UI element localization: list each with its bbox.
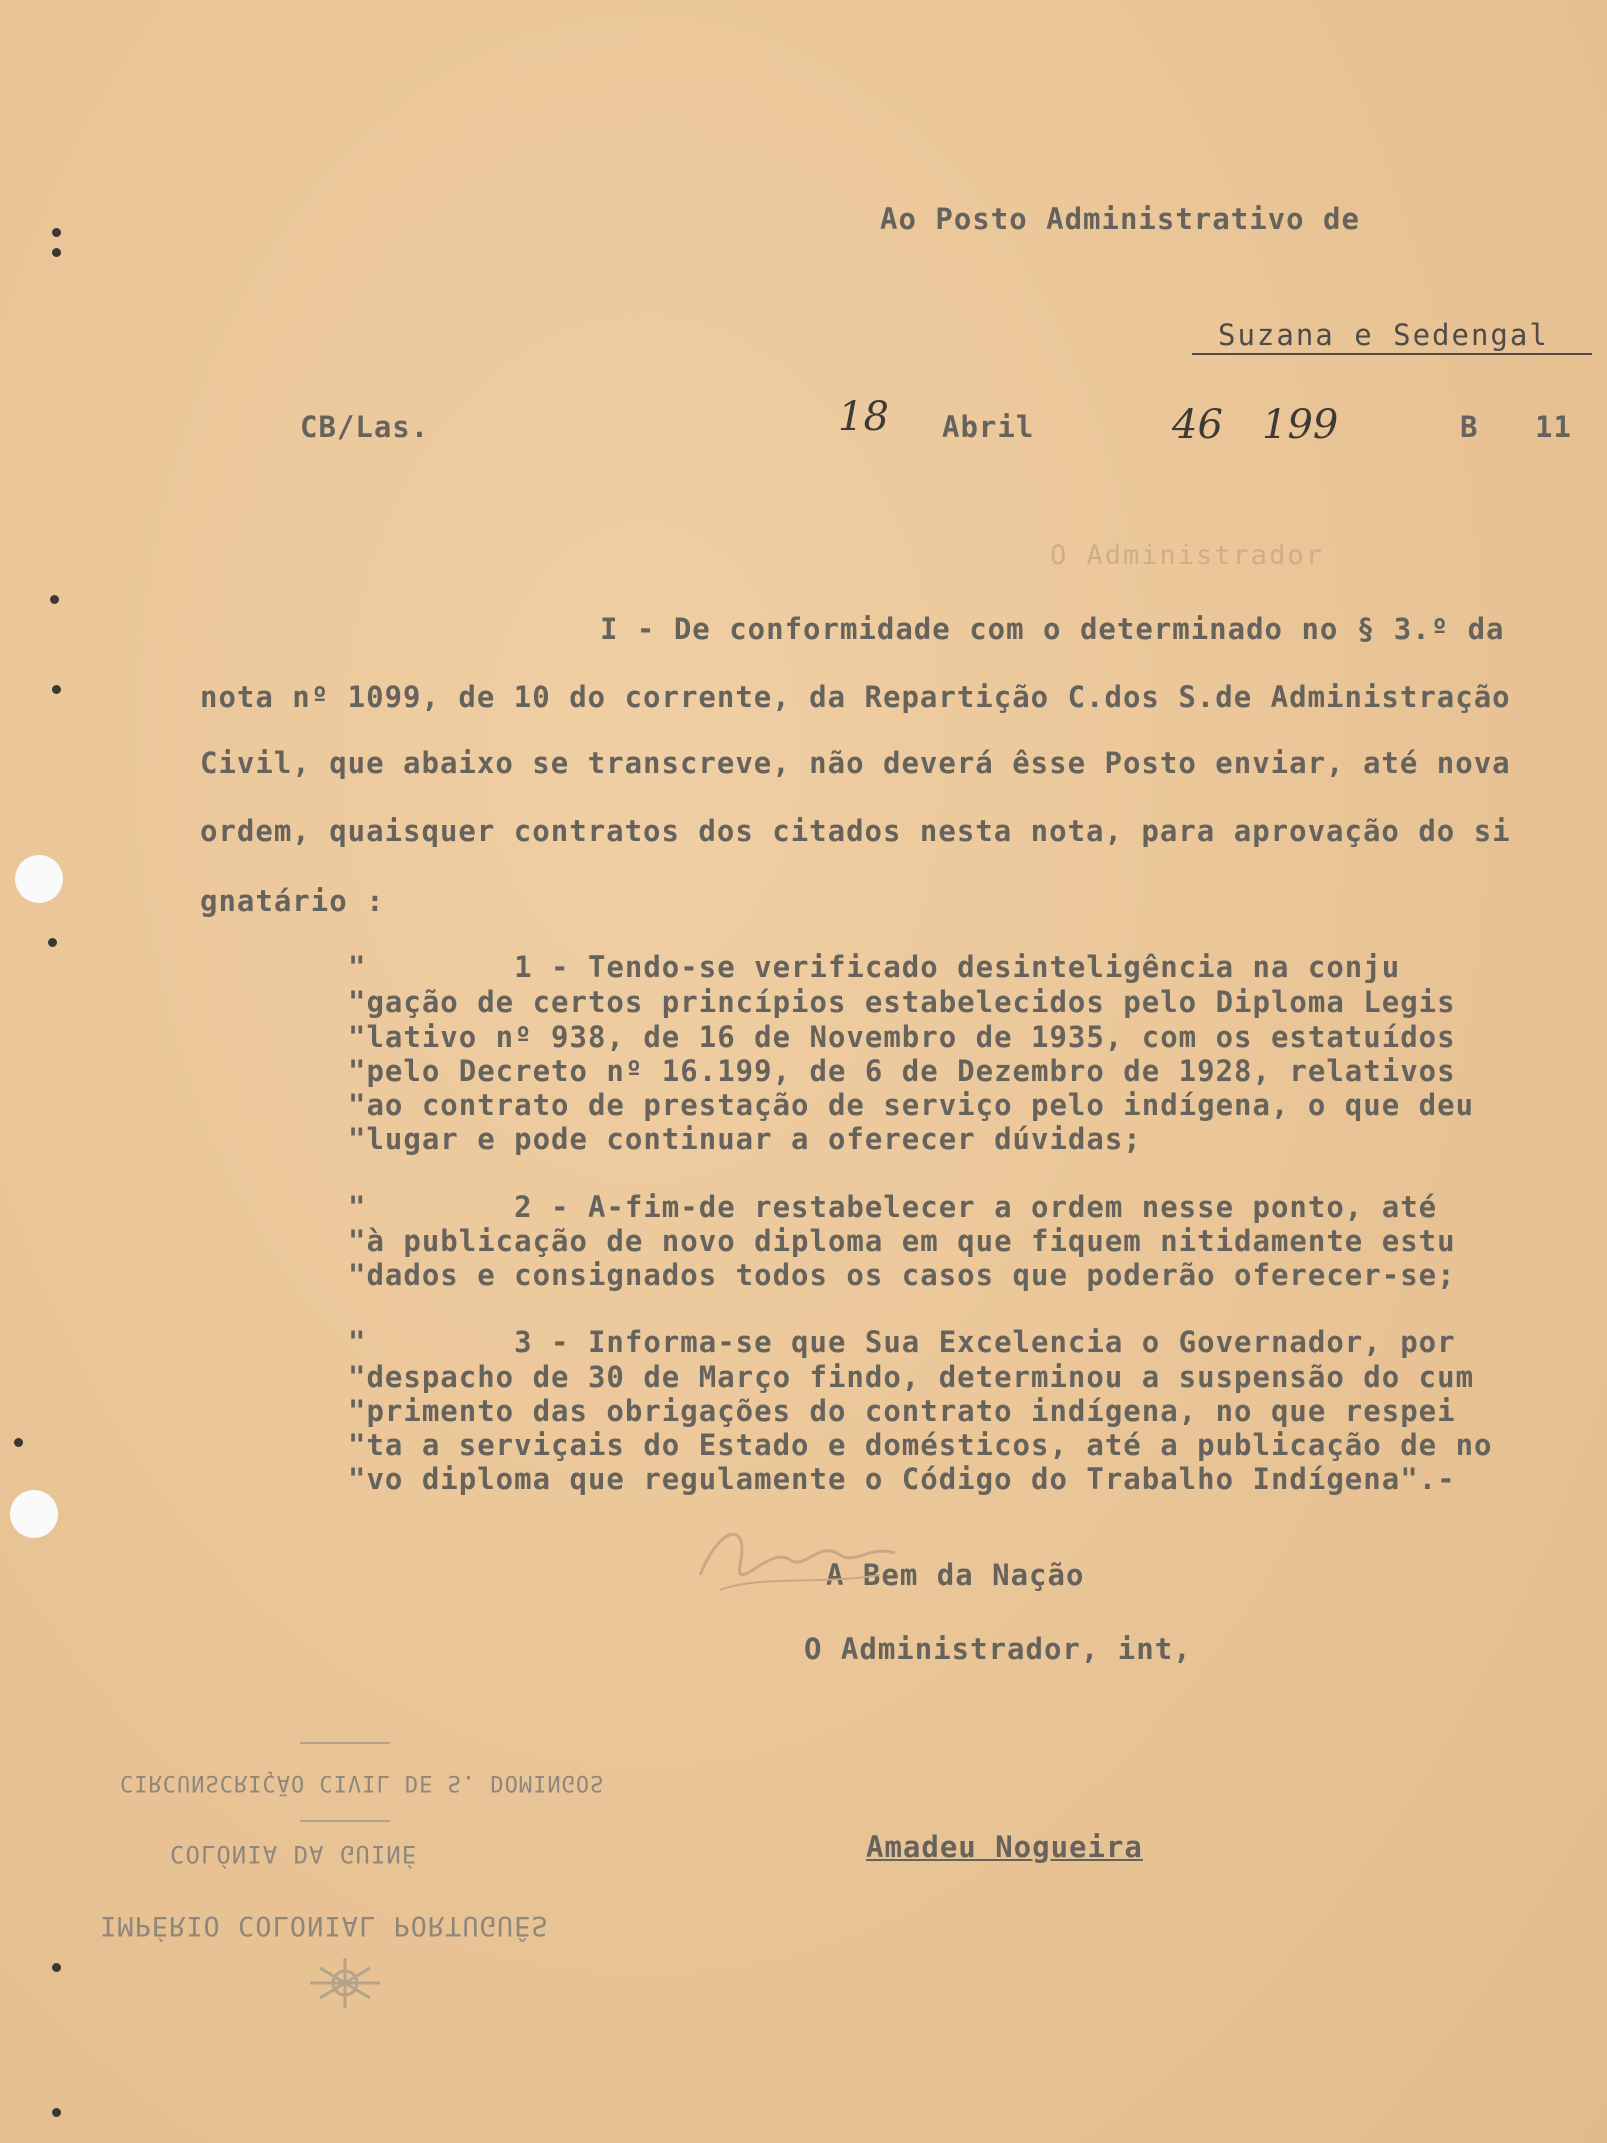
bleed-through-text: O Administrador	[1050, 540, 1324, 571]
body-line-4: ordem, quaisquer contratos dos citados nesta nota, para aprovação do si	[200, 814, 1511, 848]
reference-series: B	[1460, 410, 1479, 444]
handwritten-day: 18	[838, 394, 889, 440]
handwritten-year: 46	[1172, 402, 1223, 448]
addressee-place: Suzana e Sedengal	[1218, 318, 1549, 352]
stamp-line-3: IMPÉRIO COLONIAL PORTUGUÊS	[100, 1910, 549, 1941]
edge-mark	[52, 228, 61, 237]
quote-item-2-line-3: "dados e consignados todos os casos que poderão oferecer-se;	[348, 1258, 1456, 1292]
stamp-rule-top	[300, 1742, 390, 1744]
reference-code: CB/Las.	[300, 410, 430, 444]
quote-item-1-line-4: "pelo Decreto nº 16.199, de 6 de Dezembro de 1928, relativos	[348, 1054, 1456, 1088]
punch-hole-bottom	[10, 1490, 58, 1538]
stamp	[100, 1715, 620, 2035]
edge-mark	[50, 595, 59, 604]
body-line-5: gnatário :	[200, 884, 385, 918]
reference-page: 11	[1535, 410, 1572, 444]
handwritten-number: 199	[1262, 402, 1339, 448]
body-line-3: Civil, que abaixo se transcreve, não deverá êsse Posto enviar, até nova	[200, 746, 1511, 780]
quote-item-3-line-1: " 3 - Informa-se que Sua Excelencia o Governador, por	[348, 1325, 1456, 1359]
month: Abril	[942, 410, 1035, 444]
edge-mark	[52, 1963, 61, 1972]
quote-item-1-line-6: "lugar e pode continuar a oferecer dúvidas;	[348, 1122, 1142, 1156]
stamp-rule-mid	[300, 1820, 390, 1822]
quote-item-3-line-2: "despacho de 30 de Março findo, determinou a suspensão do cum	[348, 1360, 1475, 1394]
closing-salutation: A Bem da Nação	[826, 1558, 1085, 1592]
addressee-underline	[1192, 353, 1592, 355]
quote-item-2-line-2: "à publicação de novo diploma em que fiquem nitidamente estu	[348, 1224, 1456, 1258]
signatory-title: O Administrador, int,	[804, 1632, 1192, 1666]
quote-item-1-line-2: "gação de certos princípios estabelecidos pelo Diploma Legis	[348, 985, 1456, 1019]
edge-mark	[48, 938, 57, 947]
quote-item-1-line-1: " 1 - Tendo-se verificado desinteligência na conju	[348, 950, 1401, 984]
stamp-emblem	[300, 1953, 390, 2013]
handwritten-signature	[680, 1505, 940, 1615]
body-line-1: I - De conformidade com o determinado no § 3.º da	[600, 612, 1505, 646]
quote-item-1-line-5: "ao contrato de prestação de serviço pelo indígena, o que deu	[348, 1088, 1475, 1122]
quote-item-3-line-4: "ta a serviçais do Estado e domésticos, até a publicação de no	[348, 1428, 1493, 1462]
quote-item-1-line-3: "lativo nº 938, de 16 de Novembro de 1935, com os estatuídos	[348, 1020, 1456, 1054]
punch-hole-top	[15, 855, 63, 903]
stamp-line-2: COLÓNIA DA GUINÉ	[170, 1840, 418, 1868]
edge-mark	[52, 248, 61, 257]
addressee-line: Ao Posto Administrativo de	[880, 202, 1360, 236]
edge-mark	[14, 1438, 23, 1447]
signatory-name: Amadeu Nogueira	[866, 1830, 1143, 1864]
quote-item-2-line-1: " 2 - A-fim-de restabelecer a ordem nesse ponto, até	[348, 1190, 1438, 1224]
edge-mark	[52, 2108, 61, 2117]
quote-item-3-line-5: "vo diploma que regulamente o Código do Trabalho Indígena".-	[348, 1462, 1456, 1496]
stamp-line-1: CIRCUNSCRIÇÃO CIVIL DE S. DOMINGOS	[120, 1770, 605, 1795]
body-line-2: nota nº 1099, de 10 do corrente, da Repartição C.dos S.de Administração	[200, 680, 1511, 714]
edge-mark	[52, 685, 61, 694]
quote-item-3-line-3: "primento das obrigações do contrato indígena, no que respei	[348, 1394, 1456, 1428]
